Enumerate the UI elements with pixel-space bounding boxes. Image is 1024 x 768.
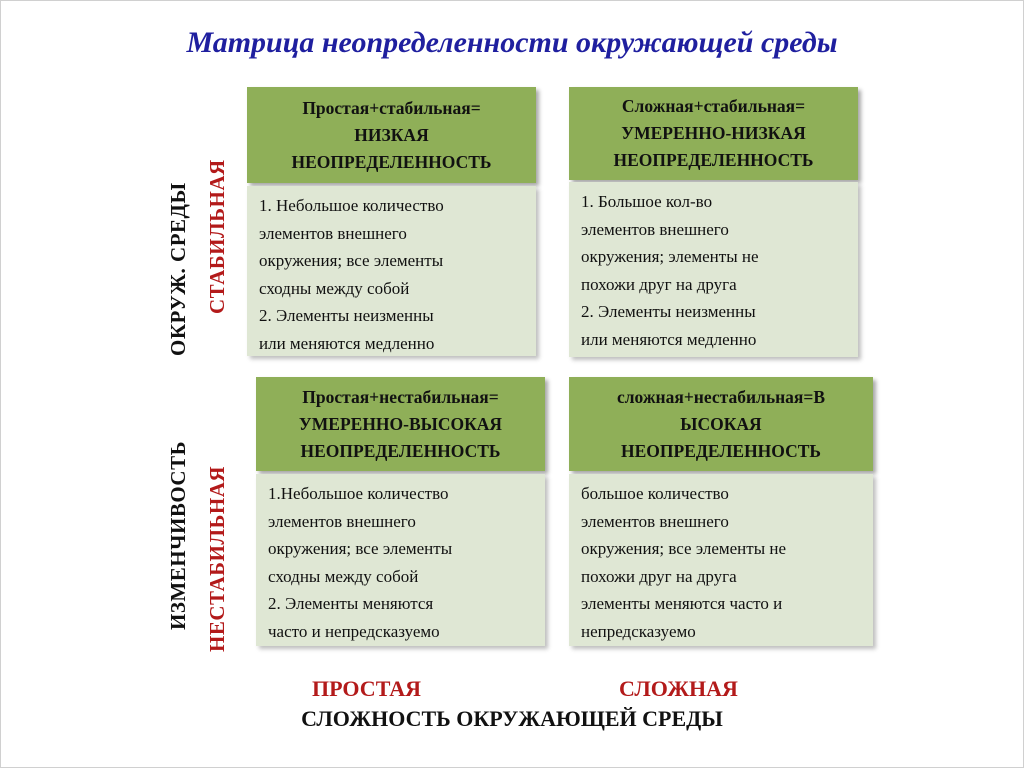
body-line: сходны между собой [268, 566, 419, 586]
header-line: Простая+стабильная= [302, 97, 481, 118]
body-line: 2. Элементы меняются [268, 594, 434, 613]
body-line: окружения; все элементы [268, 539, 453, 558]
cell-complex-unstable-body [569, 474, 873, 646]
body-line: элементов внешнего [581, 219, 729, 239]
body-line: элементы меняются часто и [581, 594, 783, 613]
y-axis-title-upper: ОКРУЖ. СРЕДЫ [166, 182, 190, 356]
body-line: 1. Небольшое количество [259, 196, 444, 215]
body-line: элементов внешнего [259, 223, 407, 243]
body-line: окружения; элементы не [581, 247, 759, 266]
cell-complex-unstable-header [569, 377, 873, 471]
body-line: окружения; все элементы не [581, 539, 787, 558]
body-line: или меняются медленно [259, 333, 435, 353]
x-axis-simple-label: ПРОСТАЯ [312, 676, 422, 701]
header-line: УМЕРЕННО-ВЫСОКАЯ [298, 413, 503, 434]
header-line: НЕОПРЕДЕЛЕННОСТЬ [621, 440, 821, 461]
header-line: НЕОПРЕДЕЛЕННОСТЬ [613, 150, 814, 170]
y-axis-title-lower: ИЗМЕНЧИВОСТЬ [166, 441, 190, 630]
y-axis-unstable-label: НЕСТАБИЛЬНАЯ [205, 465, 229, 652]
cell-complex-stable-header [569, 87, 858, 180]
body-line: или меняются медленно [581, 329, 757, 349]
body-line: элементов внешнего [268, 511, 416, 531]
slide-title: Матрица неопределенности окружающей среды [186, 26, 838, 59]
cell-simple-unstable-body [256, 474, 545, 646]
body-line: похожи друг на друга [581, 274, 737, 294]
x-axis-title: СЛОЖНОСТЬ ОКРУЖАЮЩЕЙ СРЕДЫ [301, 706, 723, 731]
header-line: Сложная+стабильная= [621, 96, 806, 116]
y-axis-stable-label: СТАБИЛЬНАЯ [205, 159, 229, 314]
header-line: НИЗКАЯ [354, 124, 429, 145]
x-axis-complex-label: СЛОЖНАЯ [619, 676, 738, 701]
header-line: НЕОПРЕДЕЛЕННОСТЬ [291, 151, 492, 172]
cell-simple-unstable-header [256, 377, 545, 471]
body-line: 1.Небольшое количество [268, 484, 449, 503]
cell-complex-stable-body [569, 182, 858, 357]
body-line: 1. Большое кол-во [581, 192, 713, 211]
body-line: элементов внешнего [581, 511, 729, 531]
header-line: НЕОПРЕДЕЛЕННОСТЬ [300, 440, 501, 461]
cell-simple-stable-body [247, 186, 536, 356]
body-line: окружения; все элементы [259, 251, 444, 270]
header-line: Простая+нестабильная= [302, 386, 499, 407]
body-line: непредсказуемо [581, 621, 696, 641]
cell-simple-stable-header [247, 87, 536, 183]
header-line: УМЕРЕННО-НИЗКАЯ [621, 123, 806, 143]
body-line: большое количество [581, 484, 729, 503]
body-line: похожи друг на друга [581, 566, 737, 586]
body-line: часто и непредсказуемо [268, 621, 440, 641]
body-line: сходны между собой [259, 278, 410, 298]
body-line: 2. Элементы неизменны [581, 302, 756, 321]
body-line: 2. Элементы неизменны [259, 306, 434, 325]
header-line: сложная+нестабильная=В [616, 386, 826, 407]
header-line: ЫСОКАЯ [680, 413, 762, 434]
